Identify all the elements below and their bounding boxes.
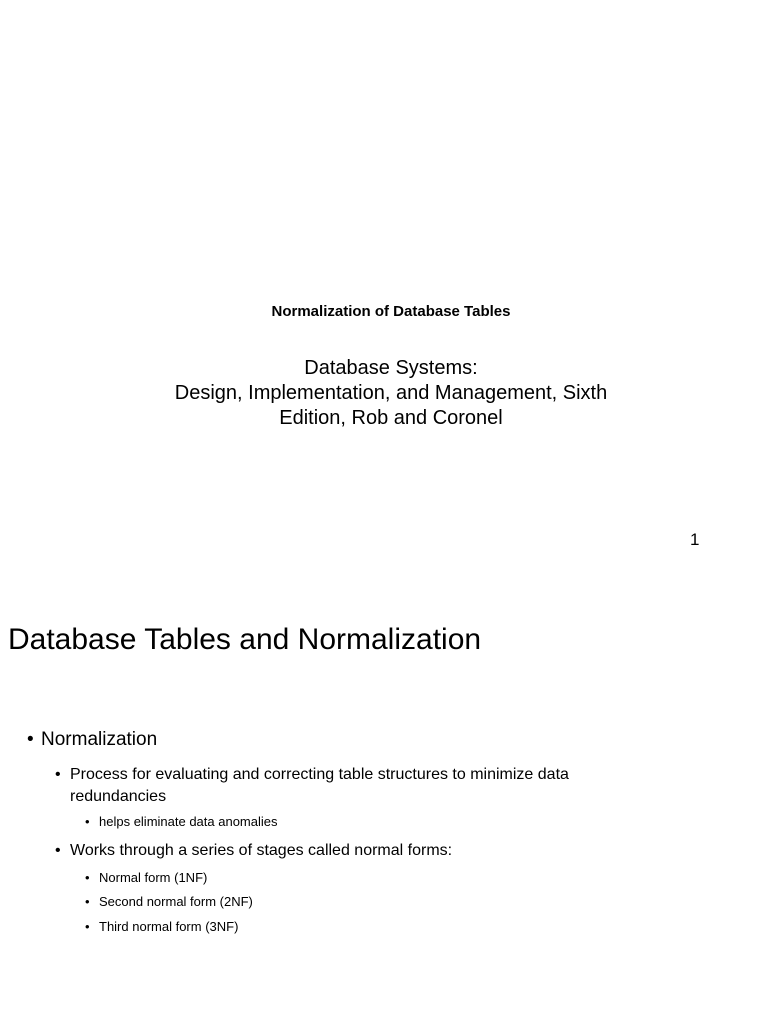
list-item — [85, 869, 207, 887]
subtitle-line: Edition, Rob and Coronel — [279, 407, 503, 429]
list-item — [55, 840, 452, 862]
list-item — [55, 764, 569, 808]
subtitle-line: Design, Implementation, and Management, Sixth — [174, 382, 608, 404]
slide-2 — [0, 578, 768, 1024]
bullet-marker: • — [85, 870, 90, 885]
subtitle-line: Database Systems: — [304, 357, 478, 379]
list-item-text: Normal form (1NF) — [99, 870, 208, 885]
list-item-text: Second normal form (2NF) — [99, 894, 253, 909]
list-item-text: Process for evaluating and correcting table structures to minimize data — [70, 766, 569, 783]
bullet-marker: • — [55, 842, 61, 859]
bullet-marker: • — [27, 729, 34, 750]
slide-subtitle — [0, 356, 768, 431]
slide-title: Database Tables and Normalization — [8, 623, 482, 656]
bullet-marker: • — [55, 766, 61, 783]
list-item — [85, 813, 278, 831]
list-item — [27, 728, 157, 752]
list-item-text: Works through a series of stages called normal forms: — [70, 842, 453, 859]
bullet-marker: • — [85, 814, 90, 829]
bullet-marker: • — [85, 919, 90, 934]
list-item — [85, 918, 238, 936]
list-item-text: Normalization — [41, 729, 158, 750]
bullet-marker: • — [85, 894, 90, 909]
slide-title: Normalization of Database Tables — [271, 303, 511, 320]
list-item-text: helps eliminate data anomalies — [99, 814, 278, 829]
list-item-text: Third normal form (3NF) — [99, 919, 239, 934]
list-item — [85, 893, 253, 911]
page-number: 1 — [690, 530, 700, 549]
list-item-text: redundancies — [70, 788, 167, 805]
